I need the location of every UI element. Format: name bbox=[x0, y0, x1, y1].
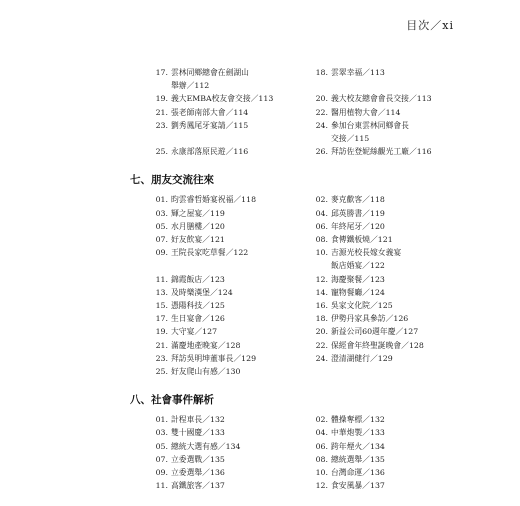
toc-entry bbox=[150, 286, 300, 299]
toc-entry-number: 18. bbox=[315, 68, 328, 77]
toc-entry bbox=[150, 207, 300, 220]
toc-entry-number: 24. bbox=[315, 120, 328, 130]
toc-entry-number: 14. bbox=[315, 287, 328, 297]
toc-entry-title: 新益公司60週年慶／127 bbox=[331, 327, 419, 337]
toc-entry-title: 澄清湖健行／129 bbox=[331, 353, 393, 363]
toc-entry-number: 12. bbox=[315, 481, 328, 491]
toc-entry-line bbox=[310, 220, 460, 233]
toc-entry-number: 05. bbox=[155, 441, 168, 451]
toc-entry-number: 22. bbox=[315, 340, 328, 350]
toc-entry bbox=[150, 106, 300, 119]
toc-entry-title: 醫用植物大會／114 bbox=[331, 107, 401, 117]
toc-entry-number: 17. bbox=[155, 314, 168, 324]
toc-entry bbox=[310, 233, 460, 246]
toc-entry-title: 參加台東雲林同鄉會長 bbox=[331, 120, 409, 130]
toc-entry bbox=[150, 299, 300, 312]
toc-entry bbox=[310, 66, 460, 92]
toc-entries bbox=[150, 193, 460, 378]
toc-entry-number: 08. bbox=[315, 454, 328, 464]
toc-entry-line bbox=[150, 233, 300, 246]
toc-entry-number: 04. bbox=[315, 428, 328, 438]
toc-entry bbox=[150, 479, 300, 492]
toc-entry-number: 01. bbox=[155, 195, 168, 205]
toc-entry-line bbox=[310, 299, 460, 312]
toc-entry-title: 義大EMBA校友會交接／113 bbox=[171, 94, 274, 104]
toc-entry-line bbox=[310, 453, 460, 466]
toc-entry bbox=[150, 233, 300, 246]
toc-entry-number: 07. bbox=[155, 454, 168, 464]
toc-entry-continuation: 舉辦／112 bbox=[171, 81, 210, 91]
toc-entry bbox=[310, 145, 460, 158]
table-of-contents bbox=[130, 66, 460, 506]
toc-entry bbox=[310, 325, 460, 338]
toc-entry-title: 水月膳樓／120 bbox=[171, 221, 225, 231]
toc-entry-title: 食傳鐵板燒／121 bbox=[331, 235, 393, 245]
toc-entry-line bbox=[310, 119, 460, 132]
toc-entry-number: 05. bbox=[155, 221, 168, 231]
toc-entry-line bbox=[150, 453, 300, 466]
toc-entry-number: 21. bbox=[155, 107, 168, 117]
toc-entry-number: 23. bbox=[155, 120, 168, 130]
toc-entry-line bbox=[310, 440, 460, 453]
toc-entry-line bbox=[150, 246, 300, 259]
toc-entry bbox=[150, 119, 300, 145]
toc-entry bbox=[150, 312, 300, 325]
toc-entry-number: 12. bbox=[315, 274, 328, 284]
toc-entry-title: 錦霞飯店／123 bbox=[171, 274, 225, 284]
toc-entry-number: 25. bbox=[155, 367, 168, 377]
section-heading: 七、朋友交流往來 bbox=[130, 174, 214, 187]
toc-entry-line bbox=[310, 246, 460, 259]
toc-entry bbox=[150, 453, 300, 466]
toc-entries bbox=[150, 66, 460, 158]
toc-entry-line bbox=[310, 479, 460, 492]
toc-entry-line bbox=[150, 325, 300, 338]
toc-entry-line bbox=[310, 325, 460, 338]
toc-entry bbox=[150, 352, 300, 365]
toc-entry bbox=[310, 339, 460, 352]
toc-entry-title: 滿慶地產晚宴／128 bbox=[171, 340, 241, 350]
toc-entry-title: 寵物餐廳／124 bbox=[331, 287, 385, 297]
toc-entries bbox=[150, 413, 460, 492]
toc-entry bbox=[150, 220, 300, 233]
toc-entry-number: 26. bbox=[315, 147, 328, 157]
section-social-events bbox=[130, 392, 460, 492]
toc-entry-title: 邱英勝書／119 bbox=[331, 208, 385, 218]
toc-entry-number: 13. bbox=[155, 287, 168, 297]
toc-entry-number: 10. bbox=[315, 248, 328, 258]
toc-entry-title: 拜訪佐登妮絲觀光工廠／116 bbox=[331, 147, 432, 157]
toc-entry-line bbox=[310, 66, 460, 79]
toc-entry-number: 18. bbox=[315, 314, 328, 324]
toc-entry bbox=[150, 325, 300, 338]
toc-entry bbox=[150, 466, 300, 479]
toc-entry-number: 16. bbox=[315, 301, 328, 311]
toc-entry-number: 09. bbox=[155, 248, 168, 258]
toc-entry-line bbox=[310, 466, 460, 479]
toc-entry-number: 22. bbox=[315, 107, 328, 117]
toc-entry-line bbox=[150, 92, 300, 105]
toc-entry-title: 總統大選有感／134 bbox=[171, 441, 241, 451]
toc-entry-line bbox=[310, 286, 460, 299]
toc-entry-title: 拜訪吳明坤董事長／129 bbox=[171, 353, 257, 363]
toc-entry bbox=[310, 286, 460, 299]
toc-entry-line bbox=[150, 440, 300, 453]
toc-entry-title: 永康部落原民遊／116 bbox=[171, 147, 249, 157]
toc-entry-title: 伊勢丹家具參訪／126 bbox=[331, 314, 409, 324]
toc-entry-title: 麥克歡客／118 bbox=[331, 195, 385, 205]
toc-entry bbox=[310, 453, 460, 466]
toc-entry-title: 中華炮製／133 bbox=[331, 428, 385, 438]
toc-entry-line bbox=[150, 365, 300, 378]
toc-entry bbox=[310, 207, 460, 220]
toc-entry-title: 吉源光校長嫁女義宴 bbox=[331, 248, 402, 258]
toc-entry bbox=[310, 273, 460, 286]
toc-entry-line bbox=[310, 312, 460, 325]
toc-entry-title: 立委選舉／136 bbox=[171, 468, 225, 478]
toc-entry-line bbox=[150, 312, 300, 325]
toc-entry-title: 劉秀鳳尾牙宴請／115 bbox=[171, 120, 249, 130]
toc-entry bbox=[310, 426, 460, 439]
toc-entry-line bbox=[150, 299, 300, 312]
toc-entry-number: 20. bbox=[315, 94, 328, 104]
toc-entry-title: 年終尾牙／120 bbox=[331, 221, 385, 231]
toc-entry-continuation: 飯店婚宴／122 bbox=[331, 261, 385, 271]
toc-entry-title: 王院長家吃草餐／122 bbox=[171, 248, 249, 258]
toc-entry-line bbox=[150, 479, 300, 492]
toc-entry-line bbox=[310, 92, 460, 105]
toc-entry-number: 07. bbox=[155, 235, 168, 245]
toc-entry-number: 03. bbox=[155, 208, 168, 218]
toc-entry-line bbox=[150, 207, 300, 220]
toc-entry-number: 08. bbox=[315, 235, 328, 245]
toc-entry-line bbox=[150, 352, 300, 365]
toc-entry-title: 輝之屋宴／119 bbox=[171, 208, 225, 218]
toc-entry-title: 台灣命運／136 bbox=[331, 468, 385, 478]
toc-entry-line bbox=[310, 145, 460, 158]
toc-entry-line bbox=[310, 106, 460, 119]
toc-entry bbox=[150, 246, 300, 272]
toc-entry-line bbox=[150, 106, 300, 119]
toc-entry-line bbox=[310, 273, 460, 286]
toc-entry-title: 吳家文化院／125 bbox=[331, 301, 393, 311]
toc-entry-title: 及時樂漢堡／124 bbox=[171, 287, 233, 297]
toc-entry-number: 10. bbox=[315, 468, 328, 478]
toc-entry bbox=[310, 119, 460, 145]
toc-entry-number: 17. bbox=[155, 68, 168, 77]
toc-entry-number: 25. bbox=[155, 147, 168, 157]
toc-entry-title: 昀雲睿哲婚宴祝福／118 bbox=[171, 195, 257, 205]
toc-entry-title: 跨年煙火／134 bbox=[331, 441, 385, 451]
toc-entry bbox=[310, 466, 460, 479]
toc-entry-line bbox=[150, 119, 300, 132]
toc-entry bbox=[310, 246, 460, 272]
toc-entry bbox=[310, 106, 460, 119]
toc-entry-number: 06. bbox=[315, 221, 328, 231]
toc-entry-number: 06. bbox=[315, 441, 328, 451]
toc-entry-number: 15. bbox=[155, 301, 168, 311]
toc-entry-continuation: 交接／115 bbox=[331, 134, 370, 144]
toc-entry bbox=[310, 193, 460, 206]
toc-entry-number: 03. bbox=[155, 428, 168, 438]
section-heading: 八、社會事件解析 bbox=[130, 394, 214, 407]
page-header: 目次／xi bbox=[406, 19, 454, 32]
toc-entry-title: 張老師南部大會／114 bbox=[171, 107, 249, 117]
toc-entry-line bbox=[150, 426, 300, 439]
toc-entry-title: 好友飲宴／121 bbox=[171, 235, 225, 245]
toc-entry-line bbox=[150, 220, 300, 233]
toc-entry-line bbox=[310, 413, 460, 426]
toc-entry bbox=[310, 413, 460, 426]
toc-entry-line bbox=[310, 426, 460, 439]
toc-entry bbox=[150, 339, 300, 352]
toc-entry-number: 04. bbox=[315, 208, 328, 218]
toc-entry bbox=[150, 66, 300, 92]
toc-entry-title: 好友爬山有感／130 bbox=[171, 367, 241, 377]
toc-entry bbox=[150, 426, 300, 439]
toc-entry bbox=[310, 352, 460, 365]
toc-entry-title: 雲翠幸福／113 bbox=[331, 68, 385, 77]
toc-entry-title: 海慶聚餐／123 bbox=[331, 274, 385, 284]
toc-entry-line bbox=[150, 466, 300, 479]
toc-entry-title: 生日宴會／126 bbox=[171, 314, 225, 324]
toc-entry-title: 計程車長／132 bbox=[171, 415, 225, 425]
toc-entry-line bbox=[310, 193, 460, 206]
toc-entry-number: 23. bbox=[155, 353, 168, 363]
toc-entry-title: 食安風暴／137 bbox=[331, 481, 385, 491]
toc-entry-number: 02. bbox=[315, 415, 328, 425]
toc-entry-title: 雙十國慶／133 bbox=[171, 428, 225, 438]
toc-entry bbox=[310, 440, 460, 453]
toc-entry-number: 09. bbox=[155, 468, 168, 478]
toc-entry-title: 立委選戰／135 bbox=[171, 454, 225, 464]
toc-entry-line bbox=[150, 339, 300, 352]
toc-entry-title: 體操奪標／132 bbox=[331, 415, 385, 425]
toc-entry-number: 19. bbox=[155, 94, 168, 104]
toc-entry bbox=[310, 299, 460, 312]
toc-entry-number: 11. bbox=[155, 274, 168, 284]
toc-entry-title: 憑陽科技／125 bbox=[171, 301, 225, 311]
toc-entry bbox=[310, 479, 460, 492]
toc-entry bbox=[310, 220, 460, 233]
toc-entry-line bbox=[150, 413, 300, 426]
toc-entry-number: 20. bbox=[315, 327, 328, 337]
toc-entry-title: 高鐵旅客／137 bbox=[171, 481, 225, 491]
toc-entry bbox=[150, 440, 300, 453]
toc-entry bbox=[150, 413, 300, 426]
toc-entry bbox=[150, 193, 300, 206]
toc-entry-number: 01. bbox=[155, 415, 168, 425]
toc-entry bbox=[150, 92, 300, 105]
toc-entry bbox=[310, 92, 460, 105]
section-continued bbox=[150, 66, 460, 158]
toc-entry-number: 19. bbox=[155, 327, 168, 337]
section-friends-exchanges bbox=[130, 172, 460, 378]
toc-entry-line bbox=[150, 193, 300, 206]
toc-entry-title: 雲林同鄉總會在劍湖山 bbox=[171, 68, 249, 77]
toc-entry bbox=[150, 145, 300, 158]
toc-entry-number: 24. bbox=[315, 353, 328, 363]
toc-entry-number: 21. bbox=[155, 340, 168, 350]
toc-entry-number: 11. bbox=[155, 481, 168, 491]
toc-entry-line bbox=[310, 207, 460, 220]
toc-entry-line bbox=[310, 233, 460, 246]
toc-entry-title: 總統選舉／135 bbox=[331, 454, 385, 464]
toc-entry-title: 大守宴／127 bbox=[171, 327, 218, 337]
toc-entry-line bbox=[310, 339, 460, 352]
toc-entry bbox=[310, 312, 460, 325]
toc-entry bbox=[150, 365, 300, 378]
toc-entry-line bbox=[150, 273, 300, 286]
toc-entry-number: 02. bbox=[315, 195, 328, 205]
toc-entry-line bbox=[150, 66, 300, 79]
toc-entry-title: 義大校友總會會長交接／113 bbox=[331, 94, 432, 104]
toc-entry-line bbox=[150, 145, 300, 158]
toc-entry-line bbox=[150, 286, 300, 299]
toc-entry bbox=[150, 273, 300, 286]
toc-entry-line bbox=[310, 352, 460, 365]
toc-entry-title: 保經會年終聖誕晚會／128 bbox=[331, 340, 424, 350]
